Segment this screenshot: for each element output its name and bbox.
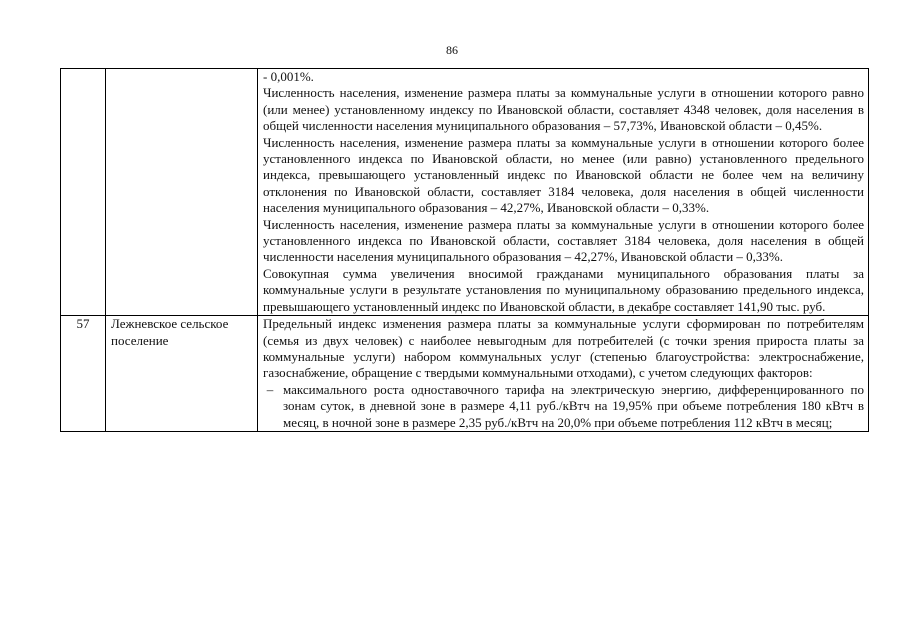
description-paragraph: Численность населения, изменение размера платы за коммунальные услуги в отношении которого равно (или менее) установленному индексу по Ивановской области, составляет 4348 человек, доля населения в общей численности населения муниципального образования – 57,73%, Ивановской области – 0,45%. bbox=[263, 85, 864, 134]
row-number-cell bbox=[61, 69, 106, 316]
description-cell bbox=[258, 69, 869, 316]
municipality-name-cell: Лежневское сельское поселение bbox=[106, 316, 258, 432]
description-paragraph: Предельный индекс изменения размера платы за коммунальные услуги сформирован по потребителям (семья из двух человек) с наиболее невыгодным для потребителей (с точки зрения прироста платы за коммунальные услуги) набором коммунальных услуг (степенью благоустройства: электроснабжение, газоснабжение, обращение с твердыми коммунальными отходами), с учетом следующих факторов: bbox=[263, 316, 864, 381]
bullet-text: максимального роста одноставочного тарифа на электрическую энергию, дифференцированного по зонам суток, в дневной зоне в размере 4,11 руб./кВтч на 19,95% при объеме потребления 180 кВтч в месяц, в ночной зоне в размере 2,35 руб./кВтч на 20,0% при объеме потребления 112 кВтч в месяц; bbox=[283, 381, 864, 430]
description-paragraph: - 0,001%. bbox=[263, 69, 314, 84]
description-paragraph: Численность населения, изменение размера платы за коммунальные услуги в отношении которого более установленного индекса по Ивановской области, составляет 3184 человека, доля населения в общей численности населения муниципального образования – 42,27%, Ивановской области – 0,33%. bbox=[263, 216, 864, 265]
description-paragraph: Совокупная сумма увеличения вносимой гражданами муниципального образования платы за коммунальные услуги в результате установления по муниципальному образованию предельного индекса, превышающего установленный индекс по Ивановской области, в декабре составляет 141,90 тыс. руб. bbox=[263, 265, 864, 314]
table-row bbox=[61, 316, 869, 432]
dash-bullet-marker: – bbox=[266, 381, 274, 397]
row-number-cell: 57 bbox=[61, 316, 106, 432]
bullet-item bbox=[263, 382, 864, 431]
municipality-name-cell bbox=[106, 69, 258, 316]
document-table bbox=[60, 68, 869, 432]
table-row bbox=[61, 69, 869, 316]
description-cell bbox=[258, 316, 869, 432]
page-number: 86 bbox=[446, 43, 458, 57]
description-paragraph: Численность населения, изменение размера платы за коммунальные услуги в отношении которого более установленного индекса по Ивановской области, но менее (или равно) установленного предельного индекса, превышающего установленный индекс по Ивановской области не более чем на величину отклонения по Ивановской области, составляет 3184 человека, доля населения в общей численности населения муниципального образования – 42,27%, Ивановской области – 0,33%. bbox=[263, 134, 864, 216]
